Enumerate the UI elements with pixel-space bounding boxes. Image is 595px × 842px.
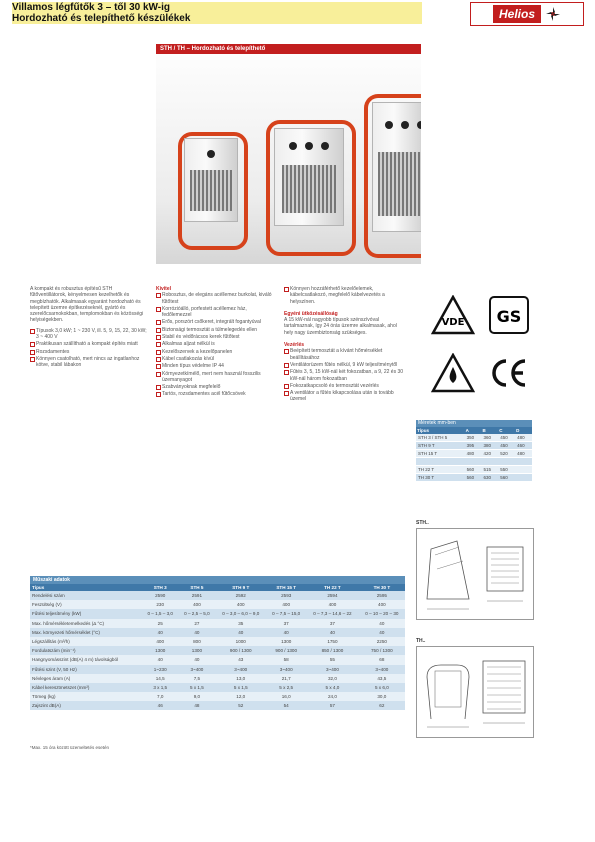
list-item: Beépített termosztát a kívánt hőmérséklet beállításához xyxy=(284,348,404,361)
table-cell: 400 xyxy=(142,637,179,646)
safety-text: A 15 kW-nál nagyobb típusok szénszívóval tartalmaznak, így 24 órás üzemre alkalmasak, ahol hely nagy üzembiztonság szükséges. xyxy=(284,317,397,336)
table-cell: 460 xyxy=(515,442,532,450)
table-cell: 2592 xyxy=(215,591,266,600)
list-item: Könnyen csatolható, mert nincs az ingatlanhoz kötve, stabil lábakon xyxy=(30,356,148,369)
table-header: A xyxy=(465,427,482,434)
list-item: Szabványoknak megfelelő xyxy=(156,384,274,390)
table-cell: 550 xyxy=(498,466,515,474)
list-item: Rozsdamentes xyxy=(30,349,148,355)
table-row xyxy=(30,655,405,664)
table-row xyxy=(416,458,532,466)
sth-drawing-label: STH.. xyxy=(416,520,429,526)
table-cell: 480 xyxy=(515,450,532,458)
table-cell: 400 xyxy=(215,600,266,609)
title-line-1: Villamos légfűtők 3 – től 30 kW-ig xyxy=(12,2,170,13)
table-row xyxy=(416,474,532,482)
table-row xyxy=(30,609,405,618)
table-row xyxy=(416,450,532,458)
table-row xyxy=(30,692,405,701)
table-cell: 40 xyxy=(359,619,405,628)
table-cell: STH 15 T xyxy=(416,450,465,458)
product-photo xyxy=(156,54,421,264)
table-cell: 380 xyxy=(481,442,498,450)
table-cell: 2593 xyxy=(266,591,306,600)
table-cell: 52 xyxy=(215,701,266,710)
table-row xyxy=(30,665,405,674)
table-cell: 1000 xyxy=(215,637,266,646)
technical-data-title: Műszaki adatok xyxy=(30,576,405,584)
list-item: Tartós, rozsdamentes acél fűtőcsövek xyxy=(156,391,274,397)
table-cell: 58 xyxy=(266,655,306,664)
table-cell: 40 xyxy=(306,628,359,637)
list-item: Fokozatkapcsoló és termosztát vezérlés xyxy=(284,383,404,389)
table-row xyxy=(30,701,405,710)
table-row xyxy=(416,466,532,474)
table-row xyxy=(30,646,405,655)
table-cell: 54 xyxy=(266,701,306,710)
table-cell: 400 xyxy=(359,600,405,609)
table-cell: 450 xyxy=(498,434,515,442)
table-cell: 9,0 xyxy=(179,692,216,701)
table-cell: 480 xyxy=(515,434,532,442)
table-cell: 3~400 xyxy=(359,665,405,674)
table-cell: 360 xyxy=(481,434,498,442)
dimensions-title: Méretek mm-ben xyxy=(416,420,532,427)
table-cell xyxy=(481,458,498,466)
table-cell: 0 – 10 – 20 – 30 xyxy=(359,609,405,618)
table-cell: 420 xyxy=(481,450,498,458)
table-cell: 32,0 xyxy=(306,674,359,683)
list-item: A ventilátor a fűtés kikapcsolása után is tovább üzemel xyxy=(284,390,404,403)
table-cell: 0 – 7,3 – 14,6 – 22 xyxy=(306,609,359,618)
table-cell: 0 – 1,5 – 3,0 xyxy=(142,609,179,618)
table-cell: 3 x 1,5 xyxy=(142,683,179,692)
table-header: STH 5 xyxy=(179,584,216,591)
svg-text:VDE: VDE xyxy=(441,317,465,328)
table-cell: 400 xyxy=(306,600,359,609)
table-cell: 30,0 xyxy=(359,692,405,701)
table-header: STH 15 T xyxy=(266,584,306,591)
table-cell: 5 x 2,5 xyxy=(266,683,306,692)
list-item: Kábel csatlakozás kívül xyxy=(156,356,274,362)
title-line-2: Hordozható és telepíthető készülékek xyxy=(12,13,191,24)
dimensions-box xyxy=(416,420,532,482)
table-row xyxy=(30,591,405,600)
table-cell xyxy=(498,458,515,466)
table-cell: Feszültség (V) xyxy=(30,600,142,609)
table-header: C xyxy=(498,427,515,434)
technical-data-table xyxy=(30,584,405,710)
table-cell: 0 – 7,5 – 15,0 xyxy=(266,609,306,618)
intro-column xyxy=(30,286,148,370)
table-row xyxy=(30,683,405,692)
table-cell: 27 xyxy=(179,619,216,628)
table-cell: Tömeg (kg) xyxy=(30,692,142,701)
table-row xyxy=(30,628,405,637)
table-cell: Max. hőmérsékletemelkedés (Δ °C) xyxy=(30,619,142,628)
list-item: Praktikusan szállítható a kompakt építés miatt xyxy=(30,341,148,347)
table-row xyxy=(30,637,405,646)
intro-text: A kompakt és robusztus építésű STH fűtőventillátorok, kényelmesen kezelhetők és megbízhatók. Alkalmasak egyaránt hordozható és telepített üzemre építkezéseknél, gyártó és szerelőcsarnokokban, templomokban és közösségi helyiségekben. xyxy=(30,286,144,324)
ce-mark-icon xyxy=(484,348,534,398)
col3-intro-list xyxy=(284,286,404,305)
table-cell: Légszállítás (m³/h) xyxy=(30,637,142,646)
list-item: Kezelőszervek a kezelőpanelen xyxy=(156,349,274,355)
list-item: Korrózióálló, porfestett acéllemez ház, fedőlemezzel xyxy=(156,306,274,319)
table-cell: 7,0 xyxy=(142,692,179,701)
table-cell: Max. környezeti hőmérséklet (°C) xyxy=(30,628,142,637)
th-drawing-label: TH.. xyxy=(416,638,426,644)
table-row xyxy=(416,434,532,442)
table-cell: 37 xyxy=(306,619,359,628)
controls-column xyxy=(284,286,404,404)
footnote: *Max. 15 óra között üzemeltetés esetén xyxy=(30,745,110,750)
th-technical-drawing xyxy=(416,646,534,738)
svg-text:GS: GS xyxy=(496,307,522,326)
table-cell: 2250 xyxy=(359,637,405,646)
table-cell: 16,0 xyxy=(266,692,306,701)
table-cell xyxy=(515,458,532,466)
table-cell: 37 xyxy=(266,619,306,628)
table-row xyxy=(30,674,405,683)
drip-proof-mark-icon xyxy=(428,348,478,398)
certification-marks xyxy=(424,286,544,406)
table-cell: 850 / 1300 xyxy=(306,646,359,655)
section-tab: STH / TH – Hordozható és telepíthető xyxy=(156,44,421,54)
table-cell: 62 xyxy=(359,701,405,710)
table-cell: 12,0 xyxy=(215,692,266,701)
table-cell: 40 xyxy=(266,628,306,637)
logo-text: Helios xyxy=(493,5,541,23)
table-cell: 3~400 xyxy=(306,665,359,674)
list-item: Alkalmas aljzat nélkül is xyxy=(156,341,274,347)
table-cell: 40 xyxy=(142,628,179,637)
table-cell xyxy=(465,458,482,466)
table-cell: 2591 xyxy=(179,591,216,600)
table-cell: 800 xyxy=(179,637,216,646)
table-cell: 3~400 xyxy=(215,665,266,674)
table-cell: 395 xyxy=(465,442,482,450)
list-item: Erős, porszórt csőkeret, integrált fogantyúval xyxy=(156,319,274,325)
table-cell: 2590 xyxy=(142,591,179,600)
table-header-row xyxy=(416,427,532,434)
table-cell: 400 xyxy=(266,600,306,609)
technical-data xyxy=(30,576,405,710)
sth-technical-drawing xyxy=(416,528,534,620)
table-cell: 560 xyxy=(465,474,482,482)
table-cell: 3~400 xyxy=(266,665,306,674)
table-cell: 1300 xyxy=(142,646,179,655)
table-cell: Zajszint dB(A) xyxy=(30,701,142,710)
table-cell: 0 – 3,0 – 6,0 – 9,0 xyxy=(215,609,266,618)
design-heading: Kivitel xyxy=(156,286,172,292)
table-cell: 13,0 xyxy=(215,674,266,683)
table-header: TH 22 T xyxy=(306,584,359,591)
table-cell xyxy=(515,474,532,482)
table-header: Típus xyxy=(30,584,142,591)
table-cell: Rendelési szám xyxy=(30,591,142,600)
dimensions-table xyxy=(416,427,532,482)
table-cell: TH 22 T xyxy=(416,466,465,474)
design-column xyxy=(156,286,274,399)
table-cell: STH 3 / STH 5 xyxy=(416,434,465,442)
table-row xyxy=(30,619,405,628)
table-cell: 68 xyxy=(359,655,405,664)
table-cell: 35 xyxy=(215,619,266,628)
table-cell: 450 xyxy=(498,442,515,450)
table-cell: 43,5 xyxy=(359,674,405,683)
table-cell: 40 xyxy=(142,655,179,664)
table-cell: 24,0 xyxy=(306,692,359,701)
list-item: Biztonsági termosztát a túlmelegedés ellen xyxy=(156,327,274,333)
list-item: Könnyen hozzáférhető kezelőelemek, kábelcsatlakozó, megfelelő kábelvezetés a helyszínen. xyxy=(284,286,404,305)
table-header: STH 9 T xyxy=(215,584,266,591)
table-cell: 560 xyxy=(498,474,515,482)
heater-medium xyxy=(274,128,344,226)
table-cell: 560 xyxy=(465,466,482,474)
table-cell: 40 xyxy=(359,628,405,637)
table-cell: 1300 xyxy=(179,646,216,655)
gs-mark-icon xyxy=(484,290,534,340)
table-cell: 5 x 1,5 xyxy=(215,683,266,692)
table-cell: 3~400 xyxy=(179,665,216,674)
list-item: Fűtés 3, 5, 15 kW-nál két fokozatban, a 9, 22 és 30 kW-nál három fokozatban xyxy=(284,369,404,382)
table-cell: 25 xyxy=(142,619,179,628)
table-cell: 40 xyxy=(179,628,216,637)
table-cell: 46 xyxy=(142,701,179,710)
table-cell: 5 x 6,0 xyxy=(359,683,405,692)
table-header: D xyxy=(515,427,532,434)
table-cell: 43 xyxy=(215,655,266,664)
table-header: Típus xyxy=(416,427,465,434)
table-header: TH 30 T xyxy=(359,584,405,591)
table-cell: 1300 xyxy=(266,637,306,646)
table-cell: Névleges áram (A) xyxy=(30,674,142,683)
table-cell: 515 xyxy=(481,466,498,474)
safety-heading: Egyéni ütközésállóság xyxy=(284,310,338,317)
table-row xyxy=(30,600,405,609)
table-cell: 230 xyxy=(142,600,179,609)
list-item: Típusok 3,0 kW; 1 ~ 230 V, ill. 5, 9, 15, 22, 30 kW; 3 ~ 400 V xyxy=(30,328,148,341)
table-row xyxy=(416,442,532,450)
table-cell: 40 xyxy=(215,628,266,637)
table-cell: 630 xyxy=(481,474,498,482)
control-heading: Vezérlés xyxy=(284,342,305,349)
table-header: B xyxy=(481,427,498,434)
table-cell: 0 – 2,5 – 5,0 xyxy=(179,609,216,618)
table-cell: 1~230 xyxy=(142,665,179,674)
table-cell: 5 x 1,5 xyxy=(179,683,216,692)
intro-bullet-list xyxy=(30,328,148,369)
vde-mark-icon xyxy=(428,290,478,340)
heater-small xyxy=(184,138,238,222)
list-item: Környezetkímélő, mert nem használ fosszilis üzemanyagot xyxy=(156,371,274,384)
table-cell: 1750 xyxy=(306,637,359,646)
table-header: STH 3 xyxy=(142,584,179,591)
list-item: Robosztus, de elegáns acéllemez burkolat, kiváló fűtőtest xyxy=(156,292,274,305)
table-cell: STH 9 T xyxy=(416,442,465,450)
table-cell: 55 xyxy=(306,655,359,664)
table-cell: 14,5 xyxy=(142,674,179,683)
table-cell: Fűtési teljesítmény (kW) xyxy=(30,609,142,618)
table-cell: 900 / 1300 xyxy=(266,646,306,655)
table-cell: 900 / 1300 xyxy=(215,646,266,655)
table-cell: 2594 xyxy=(306,591,359,600)
table-cell: 400 xyxy=(179,600,216,609)
table-cell: Kábel keresztmetszet (mm²) xyxy=(30,683,142,692)
page-title xyxy=(12,2,190,24)
table-cell: 480 xyxy=(465,450,482,458)
table-cell: Hangnyomásszint (dB(A) 4 m) távolságból xyxy=(30,655,142,664)
table-cell: 5 x 4,0 xyxy=(306,683,359,692)
table-cell xyxy=(515,466,532,474)
list-item: Minden típus védelme IP 44 xyxy=(156,363,274,369)
list-item: Ventilátorüzem fűtés nélkül, 9 kW teljesítménytől xyxy=(284,362,404,368)
table-cell: 350 xyxy=(465,434,482,442)
table-cell xyxy=(416,458,465,466)
table-cell: 48 xyxy=(179,701,216,710)
fan-logo-icon xyxy=(545,6,561,22)
heater-large xyxy=(372,102,421,232)
table-cell: Fűtési szint (V, 50 Hz) xyxy=(30,665,142,674)
table-cell: 21,7 xyxy=(266,674,306,683)
table-cell: 57 xyxy=(306,701,359,710)
list-item: Stabil és védőrácsos kerek fűtőtest xyxy=(156,334,274,340)
table-cell: 7,5 xyxy=(179,674,216,683)
table-cell: TH 30 T xyxy=(416,474,465,482)
helios-logo xyxy=(470,2,584,26)
table-cell: 40 xyxy=(179,655,216,664)
table-cell: 520 xyxy=(498,450,515,458)
table-cell: Fordulatszám (min⁻¹) xyxy=(30,646,142,655)
control-bullet-list xyxy=(284,348,404,402)
table-header-row xyxy=(30,584,405,591)
table-cell: 750 / 1300 xyxy=(359,646,405,655)
table-cell: 2595 xyxy=(359,591,405,600)
design-bullet-list xyxy=(156,292,274,397)
